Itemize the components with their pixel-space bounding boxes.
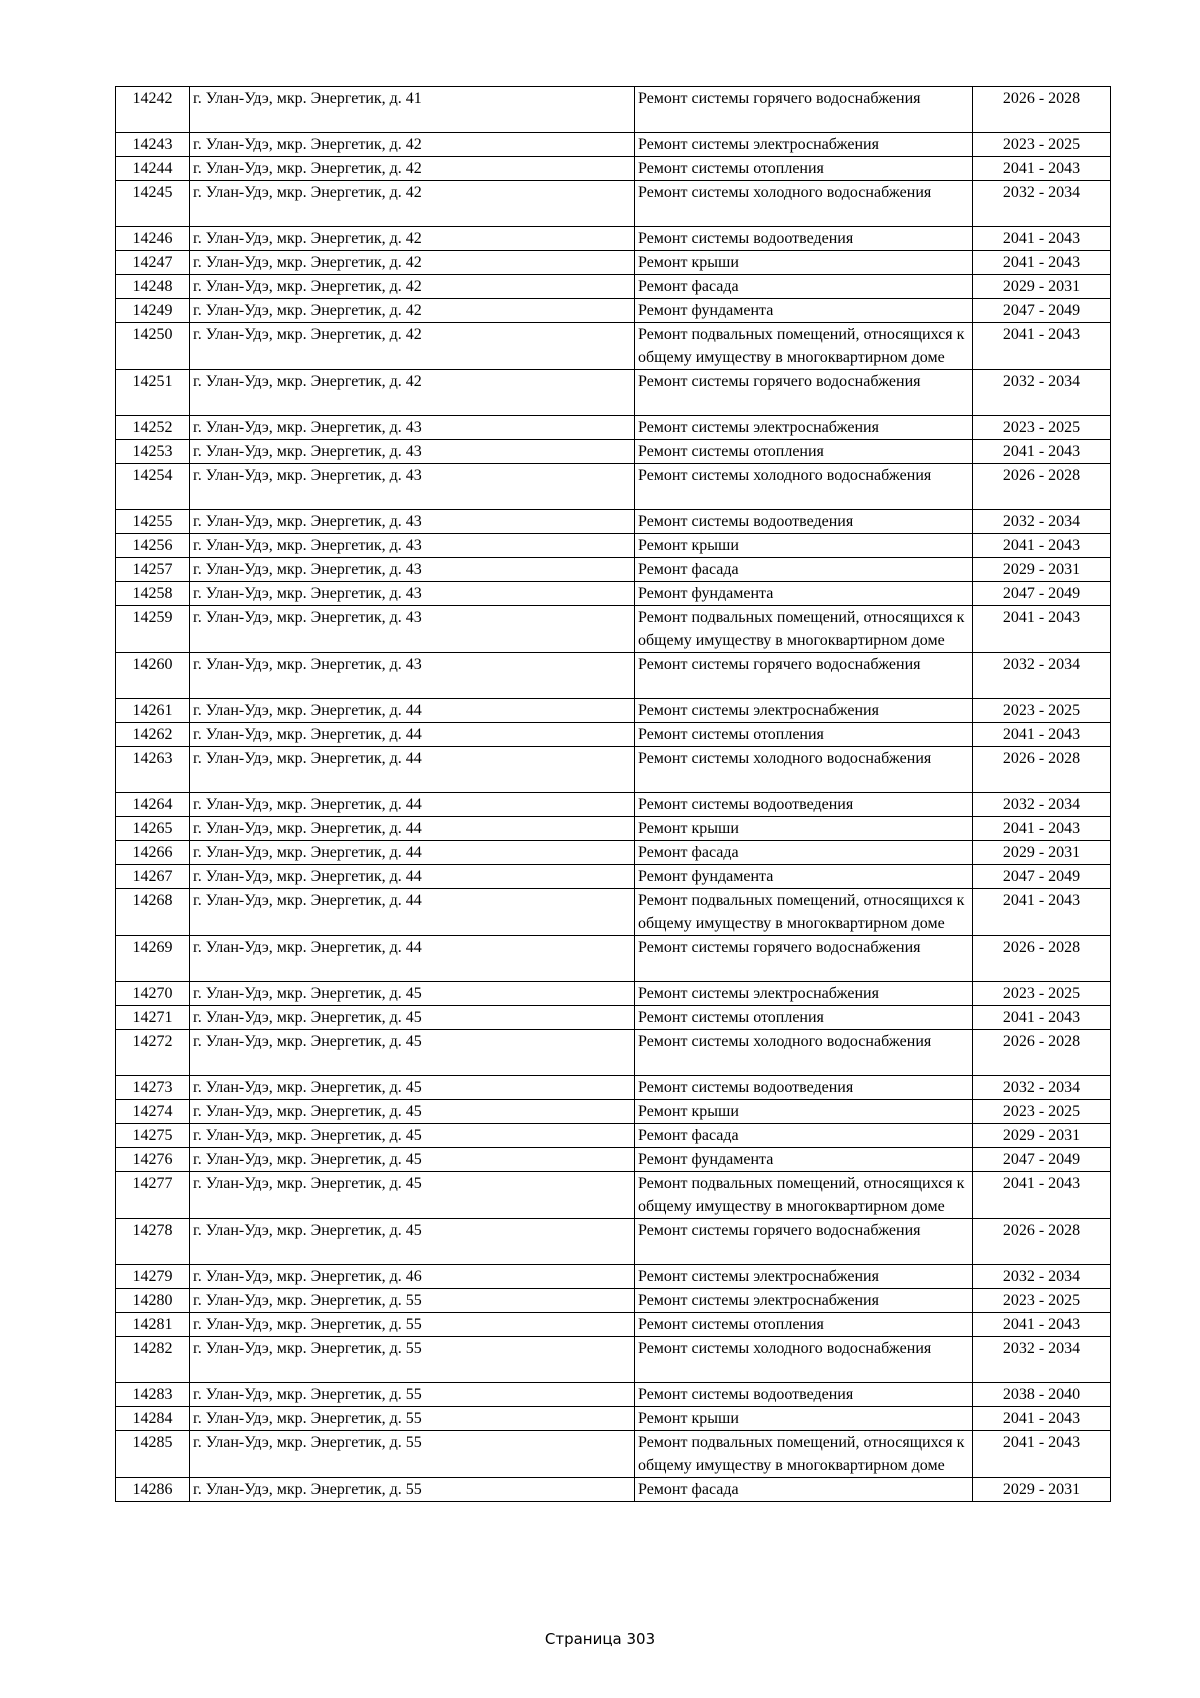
period-cell: 2041 - 2043 [973,1431,1111,1478]
work-type-cell: Ремонт системы электроснабжения [635,699,973,723]
work-type-cell: Ремонт системы холодного водоснабжения [635,1337,973,1383]
period-cell: 2029 - 2031 [973,558,1111,582]
work-type-cell: Ремонт системы электроснабжения [635,416,973,440]
work-type-cell: Ремонт системы электроснабжения [635,1265,973,1289]
address-cell: г. Улан-Удэ, мкр. Энергетик, д. 44 [190,699,635,723]
row-number-cell: 14269 [116,936,190,982]
table-row [116,1076,1111,1100]
row-number-cell: 14264 [116,793,190,817]
period-cell: 2032 - 2034 [973,1337,1111,1383]
address-cell: г. Улан-Удэ, мкр. Энергетик, д. 42 [190,275,635,299]
address-cell: г. Улан-Удэ, мкр. Энергетик, д. 42 [190,157,635,181]
work-type-cell: Ремонт фасада [635,1478,973,1502]
row-number-cell: 14249 [116,299,190,323]
period-cell: 2032 - 2034 [973,510,1111,534]
row-number-cell: 14278 [116,1219,190,1265]
work-type-cell: Ремонт системы водоотведения [635,227,973,251]
period-cell: 2041 - 2043 [973,889,1111,936]
period-cell: 2023 - 2025 [973,1289,1111,1313]
address-cell: г. Улан-Удэ, мкр. Энергетик, д. 44 [190,793,635,817]
work-type-cell: Ремонт системы электроснабжения [635,1289,973,1313]
period-cell: 2041 - 2043 [973,1006,1111,1030]
work-type-cell: Ремонт системы холодного водоснабжения [635,181,973,227]
period-cell: 2041 - 2043 [973,817,1111,841]
table-row [116,653,1111,699]
table-row [116,87,1111,133]
table-row [116,841,1111,865]
work-type-cell: Ремонт системы горячего водоснабжения [635,653,973,699]
period-cell: 2041 - 2043 [973,606,1111,653]
work-type-cell: Ремонт фундамента [635,865,973,889]
address-cell: г. Улан-Удэ, мкр. Энергетик, д. 44 [190,865,635,889]
address-cell: г. Улан-Удэ, мкр. Энергетик, д. 44 [190,817,635,841]
work-type-cell: Ремонт системы отопления [635,1006,973,1030]
row-number-cell: 14252 [116,416,190,440]
period-cell: 2041 - 2043 [973,534,1111,558]
address-cell: г. Улан-Удэ, мкр. Энергетик, д. 44 [190,723,635,747]
period-cell: 2041 - 2043 [973,1313,1111,1337]
address-cell: г. Улан-Удэ, мкр. Энергетик, д. 45 [190,1148,635,1172]
address-cell: г. Улан-Удэ, мкр. Энергетик, д. 43 [190,582,635,606]
address-cell: г. Улан-Удэ, мкр. Энергетик, д. 55 [190,1407,635,1431]
period-cell: 2041 - 2043 [973,440,1111,464]
table-row [116,227,1111,251]
address-cell: г. Улан-Удэ, мкр. Энергетик, д. 43 [190,653,635,699]
address-cell: г. Улан-Удэ, мкр. Энергетик, д. 42 [190,227,635,251]
table-row [116,534,1111,558]
table-row [116,606,1111,653]
row-number-cell: 14282 [116,1337,190,1383]
address-cell: г. Улан-Удэ, мкр. Энергетик, д. 43 [190,440,635,464]
address-cell: г. Улан-Удэ, мкр. Энергетик, д. 45 [190,1172,635,1219]
work-type-cell: Ремонт системы водоотведения [635,1076,973,1100]
work-type-cell: Ремонт системы горячего водоснабжения [635,370,973,416]
work-type-cell: Ремонт крыши [635,1100,973,1124]
work-type-cell: Ремонт крыши [635,251,973,275]
period-cell: 2023 - 2025 [973,1100,1111,1124]
work-type-cell: Ремонт системы горячего водоснабжения [635,936,973,982]
row-number-cell: 14244 [116,157,190,181]
work-type-cell: Ремонт системы холодного водоснабжения [635,747,973,793]
work-type-cell: Ремонт подвальных помещений, относящихся к общему имуществу в многоквартирном доме [635,889,973,936]
table-row [116,1431,1111,1478]
work-type-cell: Ремонт системы отопления [635,1313,973,1337]
row-number-cell: 14258 [116,582,190,606]
period-cell: 2038 - 2040 [973,1383,1111,1407]
period-cell: 2032 - 2034 [973,793,1111,817]
work-type-cell: Ремонт подвальных помещений, относящихся к общему имуществу в многоквартирном доме [635,606,973,653]
row-number-cell: 14267 [116,865,190,889]
address-cell: г. Улан-Удэ, мкр. Энергетик, д. 55 [190,1431,635,1478]
table-row [116,464,1111,510]
period-cell: 2032 - 2034 [973,1265,1111,1289]
row-number-cell: 14281 [116,1313,190,1337]
period-cell: 2029 - 2031 [973,1478,1111,1502]
period-cell: 2041 - 2043 [973,251,1111,275]
period-cell: 2032 - 2034 [973,1076,1111,1100]
row-number-cell: 14280 [116,1289,190,1313]
period-cell: 2023 - 2025 [973,416,1111,440]
address-cell: г. Улан-Удэ, мкр. Энергетик, д. 44 [190,747,635,793]
address-cell: г. Улан-Удэ, мкр. Энергетик, д. 45 [190,1124,635,1148]
table-row [116,558,1111,582]
row-number-cell: 14257 [116,558,190,582]
table-row [116,793,1111,817]
work-type-cell: Ремонт фасада [635,841,973,865]
table-row [116,275,1111,299]
work-type-cell: Ремонт фундамента [635,1148,973,1172]
work-type-cell: Ремонт системы водоотведения [635,793,973,817]
table-row [116,323,1111,370]
address-cell: г. Улан-Удэ, мкр. Энергетик, д. 45 [190,1076,635,1100]
table-row [116,157,1111,181]
repair-schedule-table [115,86,1111,1502]
work-type-cell: Ремонт подвальных помещений, относящихся к общему имуществу в многоквартирном доме [635,1172,973,1219]
row-number-cell: 14268 [116,889,190,936]
work-type-cell: Ремонт системы водоотведения [635,1383,973,1407]
table-row [116,889,1111,936]
period-cell: 2023 - 2025 [973,982,1111,1006]
address-cell: г. Улан-Удэ, мкр. Энергетик, д. 45 [190,1219,635,1265]
address-cell: г. Улан-Удэ, мкр. Энергетик, д. 45 [190,1100,635,1124]
row-number-cell: 14263 [116,747,190,793]
period-cell: 2041 - 2043 [973,227,1111,251]
row-number-cell: 14273 [116,1076,190,1100]
row-number-cell: 14266 [116,841,190,865]
period-cell: 2041 - 2043 [973,723,1111,747]
period-cell: 2026 - 2028 [973,747,1111,793]
address-cell: г. Улан-Удэ, мкр. Энергетик, д. 43 [190,464,635,510]
period-cell: 2026 - 2028 [973,464,1111,510]
period-cell: 2026 - 2028 [973,1030,1111,1076]
row-number-cell: 14248 [116,275,190,299]
row-number-cell: 14283 [116,1383,190,1407]
work-type-cell: Ремонт системы холодного водоснабжения [635,1030,973,1076]
address-cell: г. Улан-Удэ, мкр. Энергетик, д. 44 [190,889,635,936]
table-row [116,1030,1111,1076]
address-cell: г. Улан-Удэ, мкр. Энергетик, д. 43 [190,510,635,534]
work-type-cell: Ремонт подвальных помещений, относящихся к общему имуществу в многоквартирном доме [635,323,973,370]
period-cell: 2026 - 2028 [973,1219,1111,1265]
table-row [116,817,1111,841]
address-cell: г. Улан-Удэ, мкр. Энергетик, д. 43 [190,534,635,558]
table-row [116,1383,1111,1407]
row-number-cell: 14256 [116,534,190,558]
work-type-cell: Ремонт крыши [635,534,973,558]
row-number-cell: 14285 [116,1431,190,1478]
table-row [116,416,1111,440]
work-type-cell: Ремонт фундамента [635,299,973,323]
period-cell: 2029 - 2031 [973,1124,1111,1148]
row-number-cell: 14260 [116,653,190,699]
table-row [116,181,1111,227]
row-number-cell: 14250 [116,323,190,370]
row-number-cell: 14275 [116,1124,190,1148]
work-type-cell: Ремонт крыши [635,1407,973,1431]
table-row [116,1124,1111,1148]
work-type-cell: Ремонт системы отопления [635,157,973,181]
work-type-cell: Ремонт фасада [635,558,973,582]
table-row [116,299,1111,323]
period-cell: 2041 - 2043 [973,323,1111,370]
table-row [116,1100,1111,1124]
address-cell: г. Улан-Удэ, мкр. Энергетик, д. 55 [190,1337,635,1383]
table-row [116,251,1111,275]
row-number-cell: 14253 [116,440,190,464]
row-number-cell: 14251 [116,370,190,416]
work-type-cell: Ремонт системы горячего водоснабжения [635,1219,973,1265]
work-type-cell: Ремонт фасада [635,275,973,299]
table-row [116,699,1111,723]
row-number-cell: 14274 [116,1100,190,1124]
work-type-cell: Ремонт системы электроснабжения [635,133,973,157]
table-row [116,723,1111,747]
address-cell: г. Улан-Удэ, мкр. Энергетик, д. 55 [190,1383,635,1407]
row-number-cell: 14284 [116,1407,190,1431]
work-type-cell: Ремонт системы отопления [635,440,973,464]
table-row [116,440,1111,464]
period-cell: 2047 - 2049 [973,1148,1111,1172]
work-type-cell: Ремонт подвальных помещений, относящихся к общему имуществу в многоквартирном доме [635,1431,973,1478]
row-number-cell: 14262 [116,723,190,747]
row-number-cell: 14276 [116,1148,190,1172]
period-cell: 2026 - 2028 [973,936,1111,982]
table-row [116,370,1111,416]
work-type-cell: Ремонт фундамента [635,582,973,606]
address-cell: г. Улан-Удэ, мкр. Энергетик, д. 46 [190,1265,635,1289]
address-cell: г. Улан-Удэ, мкр. Энергетик, д. 55 [190,1313,635,1337]
work-type-cell: Ремонт системы электроснабжения [635,982,973,1006]
period-cell: 2032 - 2034 [973,181,1111,227]
period-cell: 2047 - 2049 [973,865,1111,889]
period-cell: 2029 - 2031 [973,841,1111,865]
row-number-cell: 14246 [116,227,190,251]
address-cell: г. Улан-Удэ, мкр. Энергетик, д. 42 [190,133,635,157]
address-cell: г. Улан-Удэ, мкр. Энергетик, д. 42 [190,181,635,227]
address-cell: г. Улан-Удэ, мкр. Энергетик, д. 44 [190,936,635,982]
table-row [116,582,1111,606]
address-cell: г. Улан-Удэ, мкр. Энергетик, д. 43 [190,606,635,653]
address-cell: г. Улан-Удэ, мкр. Энергетик, д. 45 [190,982,635,1006]
table-row [116,865,1111,889]
period-cell: 2041 - 2043 [973,1407,1111,1431]
row-number-cell: 14279 [116,1265,190,1289]
address-cell: г. Улан-Удэ, мкр. Энергетик, д. 45 [190,1006,635,1030]
address-cell: г. Улан-Удэ, мкр. Энергетик, д. 43 [190,558,635,582]
period-cell: 2041 - 2043 [973,1172,1111,1219]
period-cell: 2023 - 2025 [973,699,1111,723]
table-row [116,1219,1111,1265]
table-body [116,87,1111,1502]
table-row [116,1006,1111,1030]
period-cell: 2026 - 2028 [973,87,1111,133]
row-number-cell: 14277 [116,1172,190,1219]
address-cell: г. Улан-Удэ, мкр. Энергетик, д. 55 [190,1289,635,1313]
row-number-cell: 14242 [116,87,190,133]
period-cell: 2029 - 2031 [973,275,1111,299]
period-cell: 2023 - 2025 [973,133,1111,157]
table-row [116,1313,1111,1337]
table-row [116,1407,1111,1431]
row-number-cell: 14272 [116,1030,190,1076]
row-number-cell: 14265 [116,817,190,841]
row-number-cell: 14247 [116,251,190,275]
address-cell: г. Улан-Удэ, мкр. Энергетик, д. 44 [190,841,635,865]
work-type-cell: Ремонт крыши [635,817,973,841]
table-row [116,1478,1111,1502]
work-type-cell: Ремонт системы отопления [635,723,973,747]
table-row [116,1172,1111,1219]
table-row [116,133,1111,157]
work-type-cell: Ремонт системы водоотведения [635,510,973,534]
work-type-cell: Ремонт системы холодного водоснабжения [635,464,973,510]
row-number-cell: 14286 [116,1478,190,1502]
row-number-cell: 14271 [116,1006,190,1030]
work-type-cell: Ремонт системы горячего водоснабжения [635,87,973,133]
page-number: Страница 303 [544,1630,656,1648]
row-number-cell: 14245 [116,181,190,227]
period-cell: 2032 - 2034 [973,653,1111,699]
address-cell: г. Улан-Удэ, мкр. Энергетик, д. 42 [190,251,635,275]
address-cell: г. Улан-Удэ, мкр. Энергетик, д. 42 [190,370,635,416]
row-number-cell: 14261 [116,699,190,723]
period-cell: 2032 - 2034 [973,370,1111,416]
table-row [116,1265,1111,1289]
row-number-cell: 14243 [116,133,190,157]
address-cell: г. Улан-Удэ, мкр. Энергетик, д. 43 [190,416,635,440]
table-row [116,982,1111,1006]
row-number-cell: 14259 [116,606,190,653]
period-cell: 2047 - 2049 [973,582,1111,606]
work-type-cell: Ремонт фасада [635,1124,973,1148]
address-cell: г. Улан-Удэ, мкр. Энергетик, д. 55 [190,1478,635,1502]
period-cell: 2041 - 2043 [973,157,1111,181]
address-cell: г. Улан-Удэ, мкр. Энергетик, д. 42 [190,299,635,323]
table-row [116,510,1111,534]
address-cell: г. Улан-Удэ, мкр. Энергетик, д. 45 [190,1030,635,1076]
table-row [116,747,1111,793]
table-row [116,936,1111,982]
table-row [116,1289,1111,1313]
row-number-cell: 14255 [116,510,190,534]
address-cell: г. Улан-Удэ, мкр. Энергетик, д. 41 [190,87,635,133]
table-row [116,1148,1111,1172]
period-cell: 2047 - 2049 [973,299,1111,323]
table-row [116,1337,1111,1383]
address-cell: г. Улан-Удэ, мкр. Энергетик, д. 42 [190,323,635,370]
row-number-cell: 14254 [116,464,190,510]
row-number-cell: 14270 [116,982,190,1006]
